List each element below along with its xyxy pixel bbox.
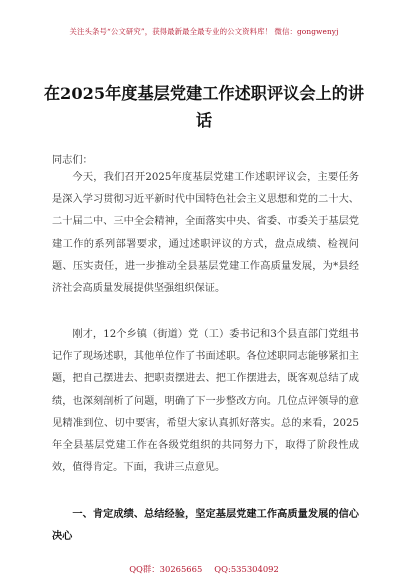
qq-number: QQ:535304092 [214,564,279,574]
document-title: 在2025年度基层党建工作述职评议会上的讲话 [43,84,365,130]
paragraph: 刚才，12个乡镇（街道）党（工）委书记和3个县直部门党组书记作了现场述职，其他单位作了书面述职。各位述职同志能够紧扣主题，把自己摆进去、把职责摆进去、把工作摆进去，既客观总结了成绩，也深刻剖析了问题，明确了下一步整改方向。几位点评领导的意见精准到位、切中要害，希望大家认真抓好落实。总的来看，2025年全县基层党建工作在各级党组织的共同努力下，取得了阶段性成效，值得肯定。下面，我讲三点意见。 [52,329,359,474]
footer-contacts [0,563,408,575]
paragraph: 今天，我们召开2025年度基层党建工作述职评议会，主要任务是深入学习贯彻习近平新时代中国特色社会主义思想和党的二十大、二十届二中、三中全会精神，全面落实中央、省委、市委关于基层党建工作的系列部署要求，通过述职评议的方式，盘点成绩、检视问题、压实责任，进一步推动全县基层党建工作高质量发展，为*县经济社会高质量发展提供坚强组织保证。 [52,172,359,295]
salutation: 同志们： [52,155,93,166]
qq-group-number: QQ群：30265665 [129,564,203,574]
section-heading: 一、肯定成绩、总结经验，坚定基层党建工作高质量发展的信心决心 [52,508,359,542]
header-banner: 关注头条号“公文研究”，获得最新最全最专业的公文资料库！ 微信：gongwenyj [69,27,339,36]
